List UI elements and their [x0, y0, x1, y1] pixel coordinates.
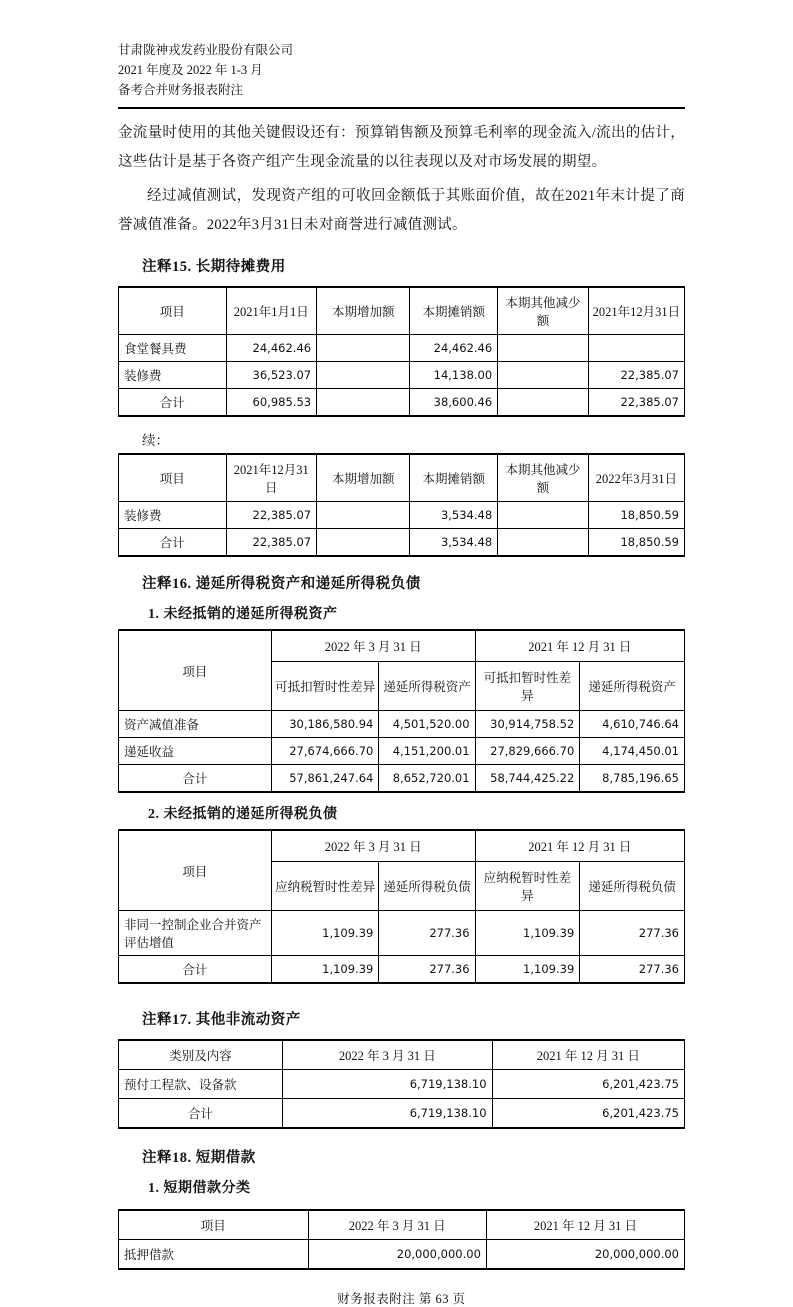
deferred-tax-asset-title: 1. 未经抵销的递延所得税资产 — [148, 607, 338, 622]
note18-title: 注释18. 短期借款 — [142, 1150, 256, 1166]
header-cell: 项目 — [119, 1210, 309, 1240]
report-period: 2021 年度及 2022 年 1-3 月 — [118, 63, 263, 77]
value-cell: 277.36 — [379, 911, 475, 956]
header-cell: 2021 年 12 月 31 日 — [486, 1210, 684, 1240]
value-cell: 18,850.59 — [588, 502, 684, 529]
header-cell: 递延所得税资产 — [580, 662, 685, 711]
deferred-tax-asset-table — [118, 629, 685, 793]
value-cell: 22,385.07 — [226, 529, 317, 557]
header-cell: 项目 — [119, 287, 227, 335]
value-cell: 58,744,425.22 — [475, 765, 580, 793]
header-cell: 可抵扣暂时性差异 — [475, 662, 580, 711]
value-cell: 18,850.59 — [588, 529, 684, 557]
doc-header — [118, 40, 685, 109]
table-total-row — [119, 529, 685, 557]
header-cell: 2022 年 3 月 31 日 — [283, 1040, 492, 1070]
item-cell: 预付工程款、设备款 — [119, 1070, 283, 1099]
note16-title: 注释16. 递延所得税资产和递延所得税负债 — [142, 576, 421, 592]
value-cell: 22,385.07 — [226, 502, 317, 529]
value-cell: 6,201,423.75 — [492, 1070, 684, 1099]
total-label-cell: 合计 — [119, 1099, 283, 1129]
table-row — [119, 911, 685, 956]
page-footer: 财务报表附注 第 63 页 — [337, 1292, 466, 1306]
table-total-row — [119, 1099, 685, 1129]
note15-table — [118, 286, 685, 417]
table-row — [119, 1070, 685, 1099]
table-row — [119, 711, 685, 738]
page-content — [118, 0, 685, 1307]
header-cell: 2021 年 12 月 31 日 — [492, 1040, 684, 1070]
table-total-row — [119, 389, 685, 417]
table-group-header-row — [119, 630, 685, 662]
value-cell: 6,719,138.10 — [283, 1070, 492, 1099]
table-header-row — [119, 1040, 685, 1070]
item-cell: 非同一控制企业合并资产评估增值 — [119, 911, 272, 956]
header-cell: 递延所得税资产 — [379, 662, 475, 711]
value-cell: 36,523.07 — [226, 362, 317, 389]
table-header-row — [119, 287, 685, 335]
value-cell: 27,829,666.70 — [475, 738, 580, 765]
header-cell: 本期增加额 — [317, 454, 410, 502]
value-cell: 20,000,000.00 — [308, 1240, 486, 1270]
total-label-cell: 合计 — [119, 529, 227, 557]
deferred-tax-liability-table — [118, 829, 685, 984]
table-row — [119, 1240, 685, 1270]
table-row — [119, 738, 685, 765]
item-cell: 抵押借款 — [119, 1240, 309, 1270]
paragraph-goodwill-assumptions: 金流量时使用的其他关键假设还有：预算销售额及预算毛利率的现金流入/流出的估计，这些估计是基于各资产组产生现金流量的以往表现以及对市场发展的期望。 — [118, 125, 685, 170]
value-cell: 6,719,138.10 — [283, 1099, 492, 1129]
total-label-cell: 合计 — [119, 956, 272, 984]
value-cell: 1,109.39 — [271, 956, 379, 984]
item-cell: 装修费 — [119, 502, 227, 529]
value-cell — [498, 389, 589, 417]
header-cell: 应纳税暂时性差异 — [271, 862, 379, 911]
table-group-header-row — [119, 830, 685, 862]
header-cell: 本期增加额 — [317, 287, 410, 335]
header-cell: 类别及内容 — [119, 1040, 283, 1070]
value-cell: 6,201,423.75 — [492, 1099, 684, 1129]
header-cell: 项目 — [119, 454, 227, 502]
header-cell: 2022 年 3 月 31 日 — [271, 630, 475, 662]
value-cell — [317, 335, 410, 362]
header-cell: 2021年1月1日 — [226, 287, 317, 335]
value-cell: 30,186,580.94 — [271, 711, 379, 738]
header-cell: 本期其他减少额 — [498, 454, 589, 502]
value-cell: 277.36 — [379, 956, 475, 984]
value-cell: 14,138.00 — [410, 362, 498, 389]
value-cell: 4,501,520.00 — [379, 711, 475, 738]
header-cell: 2021年12月31日 — [588, 287, 684, 335]
value-cell: 1,109.39 — [271, 911, 379, 956]
table-row — [119, 502, 685, 529]
header-cell: 2022 年 3 月 31 日 — [271, 830, 475, 862]
value-cell: 4,610,746.64 — [580, 711, 685, 738]
value-cell: 3,534.48 — [410, 502, 498, 529]
value-cell: 4,174,450.01 — [580, 738, 685, 765]
short-term-loan-table — [118, 1209, 685, 1270]
header-cell: 2022 年 3 月 31 日 — [308, 1210, 486, 1240]
header-cell: 本期其他减少额 — [498, 287, 589, 335]
value-cell: 1,109.39 — [475, 911, 580, 956]
header-cell: 本期摊销额 — [410, 287, 498, 335]
value-cell: 24,462.46 — [410, 335, 498, 362]
header-cell: 项目 — [119, 630, 272, 711]
value-cell — [498, 529, 589, 557]
value-cell: 24,462.46 — [226, 335, 317, 362]
header-cell: 本期摊销额 — [410, 454, 498, 502]
note15-title: 注释15. 长期待摊费用 — [142, 259, 286, 275]
table-total-row — [119, 956, 685, 984]
value-cell: 277.36 — [580, 911, 685, 956]
value-cell — [317, 529, 410, 557]
header-cell: 2021 年 12 月 31 日 — [475, 830, 684, 862]
item-cell: 食堂餐具费 — [119, 335, 227, 362]
header-cell: 2021年12月31日 — [226, 454, 317, 502]
item-cell: 递延收益 — [119, 738, 272, 765]
table-row — [119, 362, 685, 389]
value-cell: 20,000,000.00 — [486, 1240, 684, 1270]
value-cell — [317, 389, 410, 417]
value-cell — [498, 335, 589, 362]
table-row — [119, 335, 685, 362]
value-cell — [588, 335, 684, 362]
value-cell — [317, 502, 410, 529]
paragraph-impairment-test: 经过减值测试，发现资产组的可收回金额低于其账面价值，故在2021年末计提了商誉减值准备。2022年3月31日未对商誉进行减值测试。 — [118, 188, 685, 233]
value-cell: 30,914,758.52 — [475, 711, 580, 738]
header-cell: 递延所得税负债 — [580, 862, 685, 911]
continued-label: 续： — [142, 433, 169, 448]
table-total-row — [119, 765, 685, 793]
header-cell: 项目 — [119, 830, 272, 911]
doc-title: 备考合并财务报表附注 — [118, 83, 244, 97]
item-cell: 资产减值准备 — [119, 711, 272, 738]
value-cell — [317, 362, 410, 389]
value-cell: 3,534.48 — [410, 529, 498, 557]
deferred-tax-liability-title: 2. 未经抵销的递延所得税负债 — [148, 807, 338, 822]
company-name: 甘肃陇神戎发药业股份有限公司 — [118, 43, 294, 57]
value-cell: 60,985.53 — [226, 389, 317, 417]
header-cell: 应纳税暂时性差异 — [475, 862, 580, 911]
short-term-loan-subtitle: 1. 短期借款分类 — [148, 1181, 251, 1196]
table-header-row — [119, 454, 685, 502]
value-cell: 277.36 — [580, 956, 685, 984]
header-cell: 可抵扣暂时性差异 — [271, 662, 379, 711]
value-cell: 22,385.07 — [588, 389, 684, 417]
header-cell: 递延所得税负债 — [379, 862, 475, 911]
header-cell: 2021 年 12 月 31 日 — [475, 630, 684, 662]
total-label-cell: 合计 — [119, 389, 227, 417]
value-cell: 4,151,200.01 — [379, 738, 475, 765]
total-label-cell: 合计 — [119, 765, 272, 793]
note17-title: 注释17. 其他非流动资产 — [142, 1012, 301, 1028]
value-cell: 1,109.39 — [475, 956, 580, 984]
value-cell: 27,674,666.70 — [271, 738, 379, 765]
value-cell: 8,652,720.01 — [379, 765, 475, 793]
table-header-row — [119, 1210, 685, 1240]
item-cell: 装修费 — [119, 362, 227, 389]
value-cell — [498, 502, 589, 529]
value-cell: 38,600.46 — [410, 389, 498, 417]
header-cell: 2022年3月31日 — [588, 454, 684, 502]
value-cell: 22,385.07 — [588, 362, 684, 389]
value-cell — [498, 362, 589, 389]
note15-continued-table — [118, 453, 685, 557]
value-cell: 8,785,196.65 — [580, 765, 685, 793]
other-noncurrent-assets-table — [118, 1039, 685, 1129]
value-cell: 57,861,247.64 — [271, 765, 379, 793]
